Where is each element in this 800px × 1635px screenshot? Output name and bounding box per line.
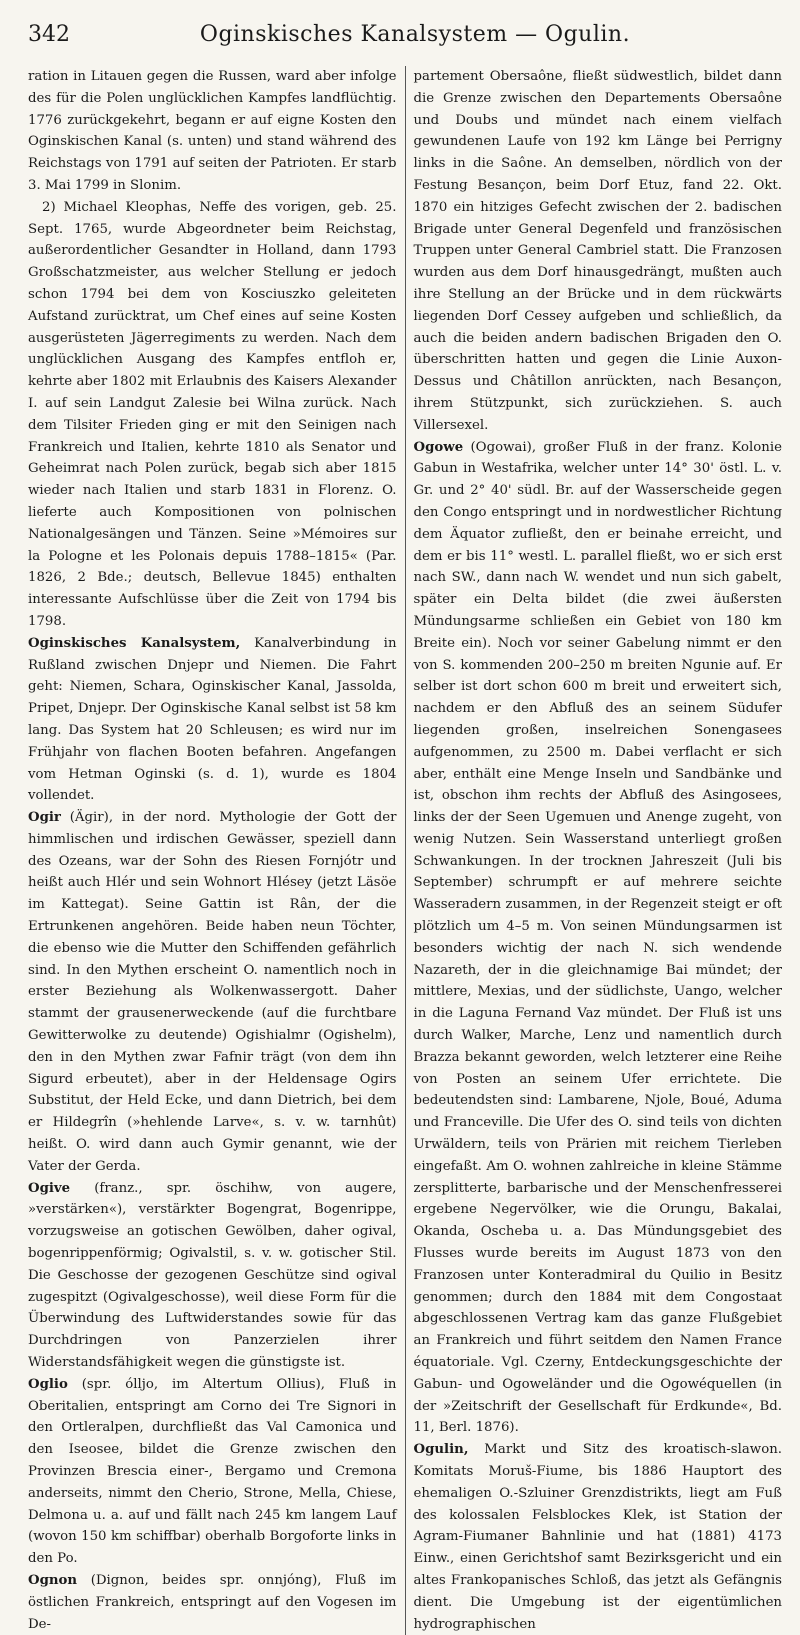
entry-text: partement Obersaône, fließt südwestlich, bildet dann die Grenze zwischen den Departements Obersaône und Doubs und mündet nach einem vielfach gewundenen Laufe von 192 km Länge bei Perrigny links in die Saône. An demselben, nördlich von der Festung Besançon, beim Dorf Etuz, fand 22. Okt. 1870 ein hitziges Gefecht zwischen der 2. badischen Brigade unter General Degenfeld und französischen Truppen unter General Cambriel statt. Die Franzosen wurden aus dem Dorf hinausgedrängt, mußten auch ihre Stellung an der Brücke und in dem rückwärts liegenden Dorf Cessey aufgeben und schließlich, da auch die beiden andern badischen Brigaden den O. überschritten hatten und gegen die Linie Auxon-Dessus und Châtillon anrückten, nach Besançon, ihrem Stützpunkt, sich zurückziehen. S. auch Villersexel.	[413, 69, 782, 433]
entry-headword: Ognon	[28, 1572, 78, 1588]
entry-text: ration in Litauen gegen die Russen, ward aber infolge des für die Polen unglücklichen Kampfes landflüchtig. 1776 zurückgekehrt, begann er auf eigne Kosten den Oginskischen Kanal (s. unten) und stand während des Reichstags von 1791 auf seiten der Patrioten. Er starb 3. Mai 1799 in Slonim.	[28, 69, 397, 193]
entry-headword: Oginskisches Kanalsystem,	[28, 635, 241, 651]
entry-headword: Ogowe	[413, 439, 464, 455]
page-header	[28, 22, 782, 58]
left-column	[28, 66, 405, 1635]
page-number: 342	[28, 22, 70, 47]
dictionary-entry	[28, 1178, 397, 1374]
dictionary-entry	[28, 807, 397, 1178]
dictionary-entry	[28, 66, 397, 197]
entry-headword: Ogive	[28, 1180, 71, 1196]
entry-text: (Dignon, beides spr. onnjóng), Fluß im östlichen Frankreich, entspringt auf den Vogesen im De-	[28, 1572, 397, 1632]
dictionary-entry	[28, 1570, 397, 1635]
entry-text: (Ägir), in der nord. Mythologie der Gott der himmlischen und irdischen Gewässer, speziell dann des Ozeans, war der Sohn des Riesen Fornjótr und heißt auch Hlér und sein Wohnort Hlésey (jetzt Läsöe im Kattegat). Seine Gattin ist Rân, der die Ertrunkenen angehören. Beide haben neun Töchter, die ebenso wie die Mutter den Schiffenden gefährlich sind. In den Mythen erscheint O. namentlich noch in erster Beziehung als Wolkenwassergott. Daher stammt der grausenerweckende (auf die furchtbare Gewitterwolke zu deutende) Ogishialmr (Ogishelm), den in den Mythen zwar Fafnir trägt (von dem ihn Sigurd erbeutet), aber in der Heldensage Ogirs Substitut, der Held Ecke, und dann Dietrich, bei dem er Hildegrîn (»hehlende Larve«, s. v. w. tarnhût) heißt. O. wird dann auch Gymir genannt, wie der Vater der Gerda.	[28, 810, 397, 1174]
text-columns	[28, 66, 782, 1635]
dictionary-entry	[414, 66, 783, 437]
entry-headword: Ogir	[28, 810, 61, 826]
dictionary-entry	[28, 633, 397, 807]
dictionary-entry	[28, 197, 397, 633]
entry-headword: Ogulin,	[413, 1442, 469, 1458]
dictionary-entry	[414, 1439, 783, 1635]
entry-text: (Ogowai), großer Fluß in der franz. Kolonie Gabun in Westafrika, welcher unter 14° 30' östl. L. v. Gr. und 2° 40' südl. Br. auf der Wasserscheide gegen den Congo entspringt und in nordwestlicher Richtung dem Äquator zufließt, den er beinahe erreicht, und dem er bis 11° westl. L. parallel fließt, wo er sich erst nach SW., dann nach W. wendet und nun sich gabelt, später ein Delta bildet (die zwei äußersten Mündungsarme schließen ein Gebiet von 180 km Breite ein). Noch vor seiner Gabelung nimmt er den von S. kommenden 200–250 m breiten Ngunie auf. Er selber ist dort schon 600 m breit und erweitert sich, nachdem er den Abfluß des an seinem Südufer liegenden großen, inselreichen Sonengasees aufgenommen, zu 2500 m. Dabei verflacht er sich aber, enthält eine Menge Inseln und Sandbänke und ist, obschon ihm rechts der Abfluß des Asingosees, links der der Seen Ugemuen und Anenge zugeht, von wenig Nutzen. Sein Wasserstand unterliegt großen Schwankungen. In der trocknen Jahreszeit (Juli bis September) schrumpft er auf mehrere seichte Wasseradern zusammen, in der Regenzeit steigt er oft plötzlich um 4–5 m. Von seinen Mündungsarmen ist besonders wichtig der nach N. sich wendende Nazareth, der in die gleichnamige Bai mündet; der mittlere, Mexias, und der südlichste, Uango, welcher in die Laguna Fernand Vaz mündet. Der Fluß ist uns durch Walker, Marche, Lenz und namentlich durch Brazza bekannt geworden, welch letzterer eine Reihe von Posten an seinem Ufer errichtete. Die bedeutendsten sind: Lambarene, Njole, Boué, Aduma und Franceville. Die Ufer des O. sind teils von dichten Urwäldern, teils von Prärien mit reichem Tierleben eingefaßt. Am O. wohnen zahlreiche in kleine Stämme zersplitterte, barbarische und der Menschenfresserei ergebene Negervölker, wie die Orungu, Bakalai, Okanda, Oscheba u. a. Das Mündungsgebiet des Flusses wurde bereits im August 1873 von den Franzosen unter Konteradmiral du Quilio in Besitz genommen; durch den 1884 mit dem Congostaat abgeschlossenen Vertrag kam das ganze Flußgebiet an Frankreich und führt seitdem den Namen France équatoriale. Vgl. Czerny, Entdeckungsgeschichte der Gabun- und Ogoweländer und die Ogowéquellen (in der »Zeitschrift der Gesellschaft für Erdkunde«, Bd. 11, Berl. 1876).	[413, 439, 782, 1436]
running-title: Oginskisches Kanalsystem — Ogulin.	[199, 22, 631, 47]
entry-headword: Oglio	[28, 1376, 68, 1392]
right-column	[405, 66, 783, 1635]
entry-text: 2) Michael Kleophas, Neffe des vorigen, geb. 25. Sept. 1765, wurde Abgeordneter beim Reichstag, außerordentlicher Gesandter in Holland, dann 1793 Großschatzmeister, aus welcher Stellung er jedoch schon 1794 bei dem von Kosciuszko geleiteten Aufstand zurücktrat, um Chef eines auf seine Kosten ausgerüsteten Jägerregiments zu werden. Nach dem unglücklichen Ausgang des Kampfes entfloh er, kehrte aber 1802 mit Erlaubnis des Kaisers Alexander I. auf sein Landgut Zalesie bei Wilna zurück. Nach dem Tilsiter Frieden ging er mit den Seinigen nach Frankreich und Italien, kehrte 1810 als Senator und Geheimrat nach Polen zurück, begab sich aber 1815 wieder nach Italien und starb 1831 in Florenz. O. lieferte auch Kompositionen von polnischen Nationalgesängen und Tänzen. Seine »Mémoires sur la Pologne et les Polonais depuis 1788–1815« (Par. 1826, 2 Bde.; deutsch, Bellevue 1845) enthalten interessante Aufschlüsse über die Zeit von 1794 bis 1798.	[28, 199, 397, 629]
dictionary-entry	[414, 437, 783, 1440]
entry-text: Kanalverbindung in Rußland zwischen Dnjepr und Niemen. Die Fahrt geht: Niemen, Schara, Oginskischer Kanal, Jassolda, Pripet, Dnjepr. Der Oginskische Kanal selbst ist 58 km lang. Das System hat 20 Schleusen; es wird nur im Frühjahr von flachen Booten befahren. Angefangen vom Hetman Oginski (s. d. 1), wurde es 1804 vollendet.	[28, 635, 397, 804]
entry-text: (franz., spr. öschihw, von augere, »verstärken«), verstärkter Bogengrat, Bogenrippe, vorzugsweise an gotischen Gewölben, daher ogival, bogenrippenförmig; Ogivalstil, s. v. w. gotischer Stil. Die Geschosse der gezogenen Geschütze sind ogival zugespitzt (Ogivalgeschosse), weil diese Form für die Überwindung des Luftwiderstandes sowie für das Durchdringen von Panzerzielen ihrer Widerstandsfähigkeit wegen die günstigste ist.	[28, 1180, 397, 1371]
entry-text: (spr. ólljo, im Altertum Ollius), Fluß in Oberitalien, entspringt am Corno dei Tre Signori in den Ortleralpen, durchfließt das Val Camonica und den Iseosee, bildet die Grenze zwischen den Provinzen Brescia einer-, Bergamo und Cremona anderseits, nimmt den Cherio, Strone, Mella, Chiese, Delmona u. a. auf und fällt nach 245 km langem Lauf (wovon 150 km schiffbar) oberhalb Borgoforte links in den Po.	[28, 1376, 397, 1567]
entry-text: Markt und Sitz des kroatisch-slawon. Komitats Moruš-Fiume, bis 1886 Hauptort des ehemaligen O.-Szluiner Grenzdistrikts, liegt am Fuß des kolossalen Felsblockes Klek, ist Station der Agram-Fiumaner Bahnlinie und hat (1881) 4173 Einw., einen Gerichtshof samt Bezirksgericht und ein altes Frankopanisches Schloß, das jetzt als Gefängnis dient. Die Umgebung ist der eigentümlichen hydrographischen	[413, 1442, 782, 1632]
dictionary-entry	[28, 1374, 397, 1570]
